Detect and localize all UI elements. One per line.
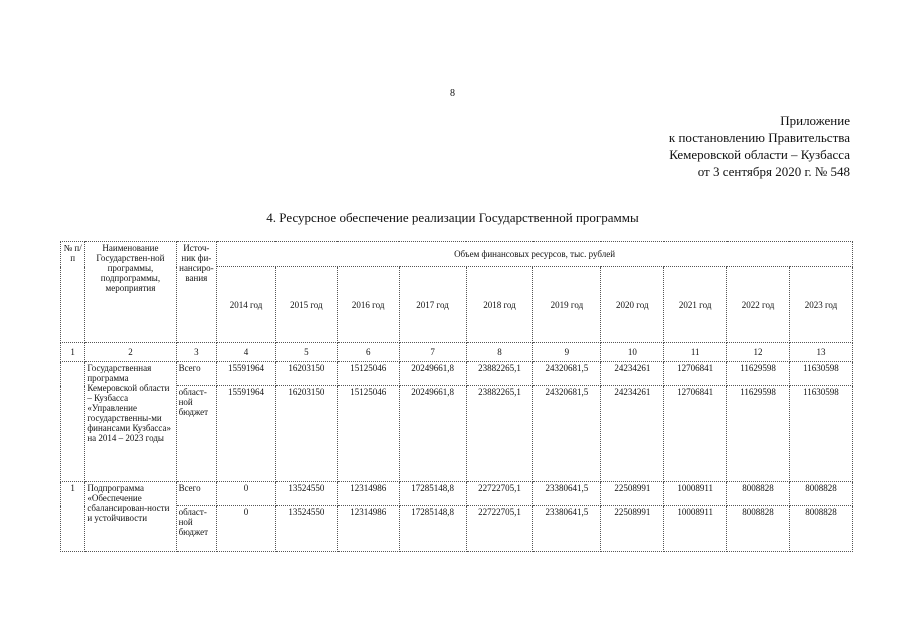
col-number: 13 [789, 343, 852, 362]
value-cell: 12314986 [337, 482, 399, 506]
value-cell: 15591964 [217, 386, 276, 482]
col-number: 6 [337, 343, 399, 362]
header-year: 2014 год [217, 267, 276, 343]
row-source: Всего [176, 362, 217, 386]
value-cell: 22508991 [601, 506, 664, 552]
header-year: 2021 год [664, 267, 727, 343]
approval-block [669, 112, 850, 180]
table-row [61, 362, 853, 386]
col-number: 8 [466, 343, 533, 362]
header-num: № п/п [61, 242, 85, 343]
value-cell: 20249661,8 [399, 386, 466, 482]
value-cell: 23882265,1 [466, 386, 533, 482]
col-number: 9 [533, 343, 601, 362]
row-num [61, 362, 85, 482]
row-source: Всего [176, 482, 217, 506]
resource-table [60, 241, 853, 552]
value-cell: 11629598 [727, 362, 790, 386]
header-year: 2017 год [399, 267, 466, 343]
header-year: 2018 год [466, 267, 533, 343]
row-name: Подпрограмма «Обеспечение сбалансирован-ности и устойчивости [85, 482, 176, 552]
header-source: Источ-ник фи-нансиро-вания [176, 242, 217, 343]
value-cell: 17285148,8 [399, 506, 466, 552]
table-row [61, 482, 853, 506]
value-cell: 20249661,8 [399, 362, 466, 386]
value-cell: 16203150 [275, 362, 337, 386]
value-cell: 17285148,8 [399, 482, 466, 506]
row-source: област-ной бюджет [176, 386, 217, 482]
value-cell: 8008828 [727, 506, 790, 552]
value-cell: 12314986 [337, 506, 399, 552]
col-number: 7 [399, 343, 466, 362]
value-cell: 24320681,5 [533, 386, 601, 482]
value-cell: 23380641,5 [533, 506, 601, 552]
row-num: 1 [61, 482, 85, 552]
value-cell: 24234261 [601, 386, 664, 482]
page-number: 8 [450, 88, 455, 99]
approval-line: Приложение [780, 113, 850, 128]
value-cell: 22722705,1 [466, 506, 533, 552]
col-number: 11 [664, 343, 727, 362]
document-title: 4. Ресурсное обеспечение реализации Государственной программы [266, 210, 639, 225]
value-cell: 15591964 [217, 362, 276, 386]
value-cell: 8008828 [789, 506, 852, 552]
value-cell: 22722705,1 [466, 482, 533, 506]
col-number: 2 [85, 343, 176, 362]
col-number: 12 [727, 343, 790, 362]
col-number: 4 [217, 343, 276, 362]
value-cell: 0 [217, 482, 276, 506]
value-cell: 15125046 [337, 386, 399, 482]
value-cell: 24234261 [601, 362, 664, 386]
value-cell: 10008911 [664, 482, 727, 506]
header-volume: Объем финансовых ресурсов, тыс. рублей [217, 242, 853, 267]
approval-line: от 3 сентября 2020 г. № 548 [697, 164, 850, 179]
value-cell: 11629598 [727, 386, 790, 482]
value-cell: 24320681,5 [533, 362, 601, 386]
value-cell: 13524550 [275, 506, 337, 552]
row-source: област-ной бюджет [176, 506, 217, 552]
col-number: 5 [275, 343, 337, 362]
value-cell: 0 [217, 506, 276, 552]
header-year: 2023 год [789, 267, 852, 343]
header-year: 2015 год [275, 267, 337, 343]
header-year: 2016 год [337, 267, 399, 343]
value-cell: 16203150 [275, 386, 337, 482]
value-cell: 23380641,5 [533, 482, 601, 506]
col-number: 1 [61, 343, 85, 362]
table-row [61, 506, 853, 552]
header-name: Наименование Государствен-ной программы, подпрограммы, мероприятия [85, 242, 176, 343]
value-cell: 11630598 [789, 386, 852, 482]
row-name: Государственная программа Кемеровской области – Кузбасса «Управление государственны-ми финансами Кузбасса» на 2014 – 2023 годы [85, 362, 176, 482]
col-number: 10 [601, 343, 664, 362]
value-cell: 22508991 [601, 482, 664, 506]
value-cell: 8008828 [727, 482, 790, 506]
value-cell: 15125046 [337, 362, 399, 386]
approval-line: Кемеровской области – Кузбасса [669, 147, 850, 162]
col-number: 3 [176, 343, 217, 362]
value-cell: 10008911 [664, 506, 727, 552]
value-cell: 8008828 [789, 482, 852, 506]
header-year: 2020 год [601, 267, 664, 343]
header-year: 2019 год [533, 267, 601, 343]
value-cell: 12706841 [664, 362, 727, 386]
value-cell: 23882265,1 [466, 362, 533, 386]
approval-line: к постановлению Правительства [668, 130, 850, 145]
value-cell: 13524550 [275, 482, 337, 506]
value-cell: 11630598 [789, 362, 852, 386]
value-cell: 12706841 [664, 386, 727, 482]
table-row [61, 386, 853, 482]
header-year: 2022 год [727, 267, 790, 343]
